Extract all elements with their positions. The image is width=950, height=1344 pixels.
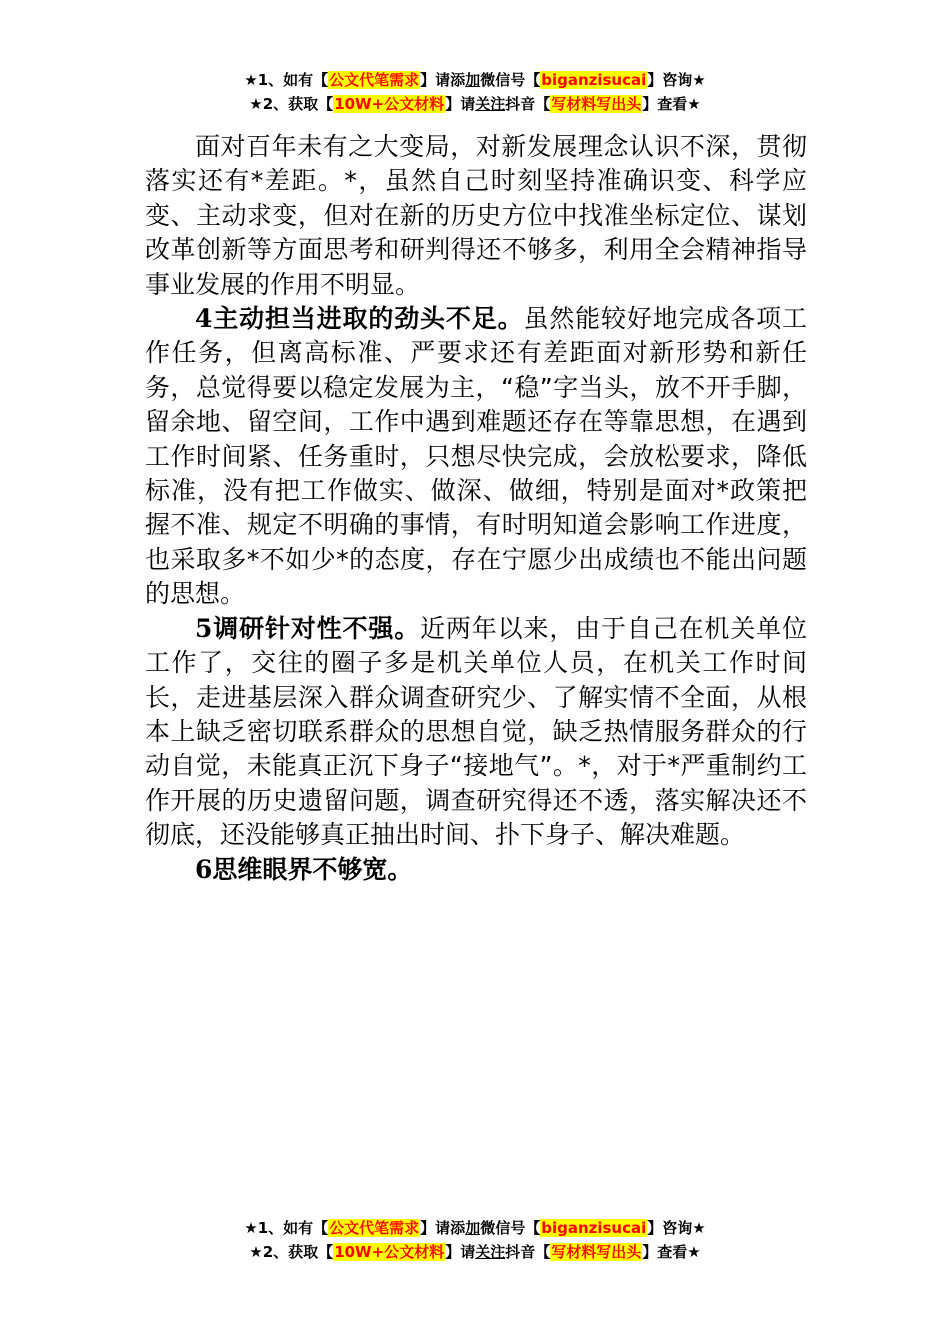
paragraph-6 xyxy=(145,853,807,887)
document-body xyxy=(145,130,807,887)
item-title: 思维眼界不够宽。 xyxy=(212,854,413,884)
banner-line-1: ★1、如有【公文代笔需求】请添加微信号【biganzisucai】咨询★ xyxy=(244,71,706,89)
item-title: 主动担当进取的劲头不足。 xyxy=(212,304,524,334)
item-number: 4 xyxy=(195,304,213,334)
banner-line-2: ★2、获取【10W+公文材料】请关注抖音【写材料写出头】查看★ xyxy=(249,1243,701,1261)
highlight-douyin: 写材料写出头 xyxy=(551,1243,642,1261)
highlight-douyin: 写材料写出头 xyxy=(551,95,642,113)
item-number: 6 xyxy=(195,854,213,884)
header-banner xyxy=(0,68,950,116)
paragraph-intro: 面对百年未有之大变局，对新发展理念认识不深，贯彻落实还有*差距。*，虽然自己时刻坚持准确识变、科学应变、主动求变，但对在新的历史方位中找准坐标定位、谋划改革创新等方面思考和研判得还不够多，利用全会精神指导事业发展的作用不明显。 xyxy=(145,132,807,299)
paragraph-5: 5调研针对性不强。近两年以来，由于自己在机关单位工作了，交往的圈子多是机关单位人员，在机关工作时间长，走进基层深入群众调查研究少、了解实情不全面，从根本上缺乏密切联系群众的思想自觉，缺乏热情服务群众的行动自觉，未能真正沉下身子“接地气”。*，对于*严重制约工作开展的历史遗留问题，调查研究得还不透，落实解决还不彻底，还没能够真正抽出时间、扑下身子、解决难题。 xyxy=(145,613,807,850)
highlight-service: 公文代笔需求 xyxy=(329,71,420,89)
footer-banner xyxy=(0,1216,950,1264)
banner-line-1: ★1、如有【公文代笔需求】请添加微信号【biganzisucai】咨询★ xyxy=(244,1219,706,1237)
highlight-service: 公文代笔需求 xyxy=(329,1219,420,1237)
item-number: 5 xyxy=(195,613,213,643)
item-title: 调研针对性不强。 xyxy=(212,613,421,643)
highlight-materials: 10W+公文材料 xyxy=(334,95,445,113)
paragraph-4: 4主动担当进取的劲头不足。虽然能较好地完成各项工作任务，但离高标准、严要求还有差距面对新形势和新任务，总觉得要以稳定发展为主，“稳”字当头，放不开手脚，留余地、留空间，工作中遇到难题还存在等靠思想，在遇到工作时间紧、任务重时，只想尽快完成，会放松要求，降低标准，没有把工作做实、做深、做细，特别是面对*政策把握不准、规定不明确的事情，有时明知道会影响工作进度，也采取多*不如少*的态度，存在宁愿少出成绩也不能出问题的思想。 xyxy=(145,304,807,609)
banner-line-2: ★2、获取【10W+公文材料】请关注抖音【写材料写出头】查看★ xyxy=(249,95,701,113)
highlight-materials: 10W+公文材料 xyxy=(334,1243,445,1261)
highlight-wechat-id: biganzisucai xyxy=(541,71,647,89)
highlight-wechat-id: biganzisucai xyxy=(541,1219,647,1237)
